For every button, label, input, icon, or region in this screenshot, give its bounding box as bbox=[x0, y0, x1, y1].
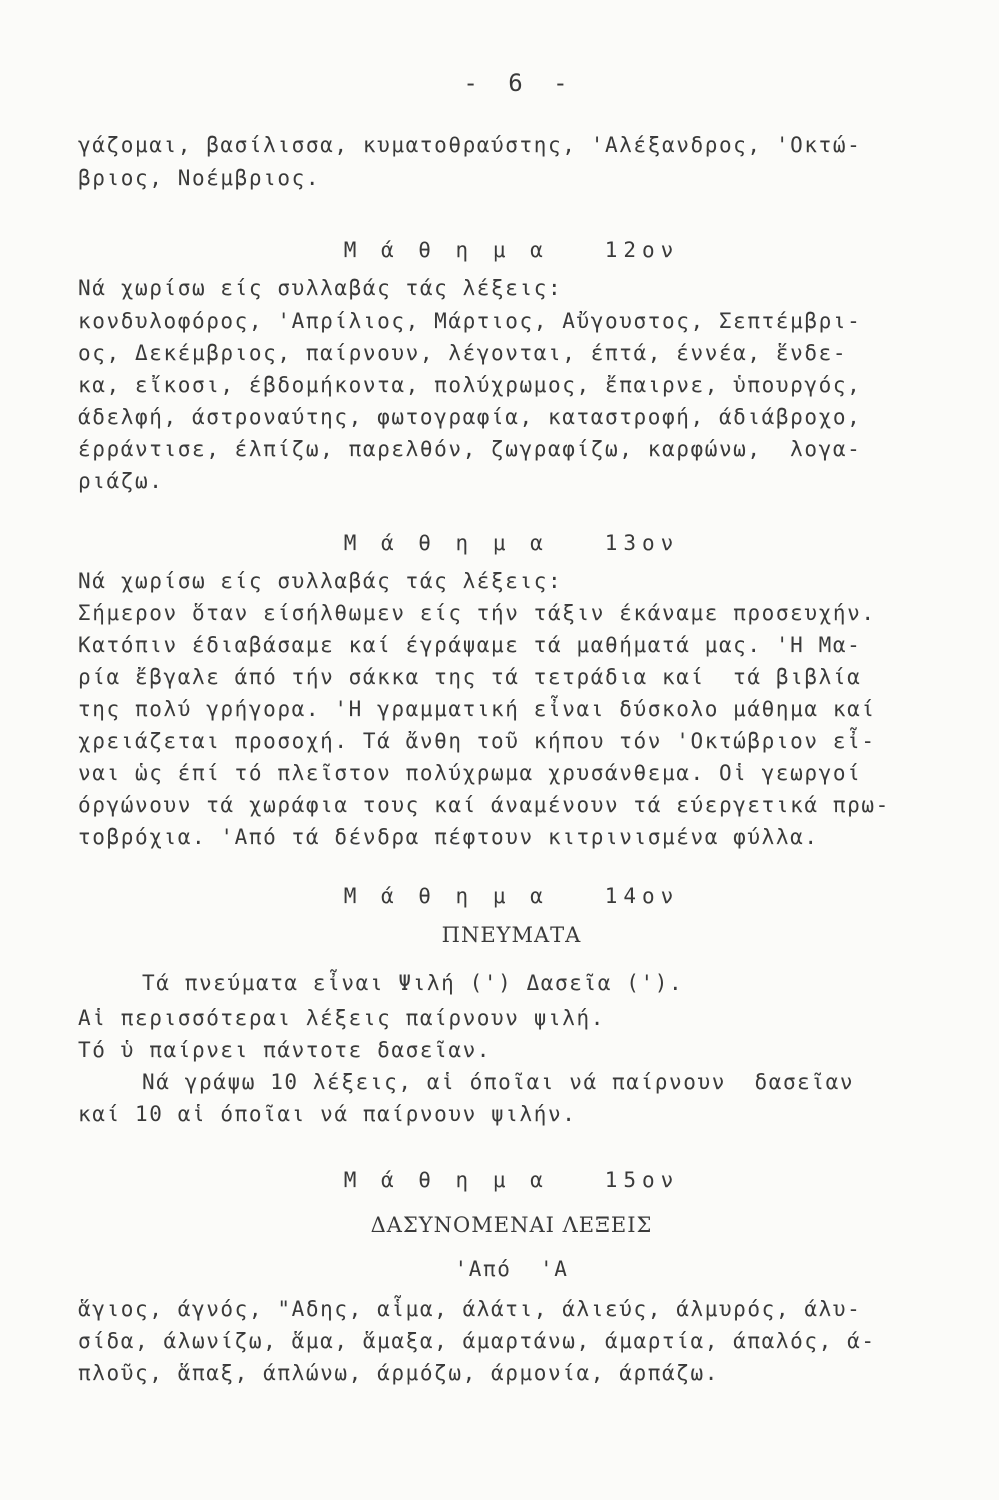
lesson-14-line: καί 10 αἱ όποῖαι νά παίρνουν ψιλήν. bbox=[78, 1102, 577, 1126]
lesson-12-line: ριάζω. bbox=[78, 469, 164, 493]
lesson-13-line: ναι ὡς έπί τό πλεῖστον πολύχρωμα χρυσάνθεμα. Οἱ γεωργοί bbox=[78, 761, 862, 785]
lesson-15-title: Μ ά θ η μ α 15ον bbox=[343, 1168, 680, 1192]
lesson-12-line: κονδυλοφόρος, 'Απρίλιος, Μάρτιος, Αὔγουστος, Σεπτέμβρι- bbox=[78, 309, 862, 333]
lesson-12-line: έρράντισε, έλπίζω, παρελθόν, ζωγραφίζω, καρφώνω, λογα- bbox=[78, 437, 862, 461]
lesson-13-line: τοβρόχια. 'Από τά δένδρα πέφτουν κιτρινισμένα φύλλα. bbox=[78, 825, 819, 849]
lesson-15-heading: ΔΑΣΥΝΟΜΕΝΑΙ ΛΕΞΕΙΣ bbox=[370, 1213, 653, 1237]
lesson-12-line: κα, εἴκοσι, έβδομήκοντα, πολύχρωμος, ἔπαιρνε, ὑπουργός, bbox=[78, 373, 862, 397]
lesson-14-line: Αἱ περισσότεραι λέξεις παίρνουν ψιλή. bbox=[78, 1006, 605, 1030]
lesson-13-line: Σήμερον ὅταν είσήλθωμεν είς τήν τάξιν έκάναμε προσευχήν. bbox=[78, 601, 876, 625]
lesson-12-line: Νά χωρίσω είς συλλαβάς τάς λέξεις: bbox=[78, 276, 563, 300]
lesson-13-line: όργώνουν τά χωράφια τους καί άναμένουν τά εύεργετικά πρω- bbox=[78, 793, 890, 817]
lesson-14-line: Νά γράψω 10 λέξεις, αἱ όποῖαι νά παίρνουν δασεῖαν bbox=[142, 1070, 855, 1094]
lesson-15-line: πλοῦς, ἅπαξ, άπλώνω, άρμόζω, άρμονία, άρπάζω. bbox=[78, 1361, 719, 1385]
lesson-14-heading: ΠΝΕΥΜΑΤΑ bbox=[441, 923, 582, 947]
lesson-13-line: χρειάζεται προσοχή. Τά ἄνθη τοῦ κήπου τόν 'Οκτώβριον εἶ- bbox=[78, 729, 876, 753]
lesson-14-line: Τό ὑ παίρνει πάντοτε δασεῖαν. bbox=[78, 1038, 492, 1062]
lesson-15-subheading: 'Από 'Α bbox=[454, 1257, 569, 1281]
lesson-13-line: ρία ἔβγαλε άπό τήν σάκκα της τά τετράδια καί τά βιβλία bbox=[78, 665, 862, 689]
intro-line: βριος, Νοέμβριος. bbox=[78, 166, 321, 190]
lesson-12-line: ος, Δεκέμβριος, παίρνουν, λέγονται, έπτά, έννέα, ἕνδε- bbox=[78, 341, 848, 365]
lesson-12-line: άδελφή, άστροναύτης, φωτογραφία, καταστροφή, άδιάβροχο, bbox=[78, 405, 862, 429]
lesson-15-line: σίδα, άλωνίζω, ἅμα, ἅμαξα, άμαρτάνω, άμαρτία, άπαλός, ά- bbox=[78, 1329, 876, 1353]
lesson-13-line: της πολύ γρήγορα. 'Η γραμματική εἶναι δύσκολο μάθημα καί bbox=[78, 697, 876, 721]
lesson-13-title: Μ ά θ η μ α 13ον bbox=[343, 531, 680, 555]
lesson-14-title: Μ ά θ η μ α 14ον bbox=[343, 884, 680, 908]
intro-line: γάζομαι, βασίλισσα, κυματοθραύστης, 'Αλέξανδρος, 'Οκτώ- bbox=[78, 133, 862, 157]
lesson-13-line: Νά χωρίσω είς συλλαβάς τάς λέξεις: bbox=[78, 569, 563, 593]
lesson-13-line: Κατόπιν έδιαβάσαμε καί έγράψαμε τά μαθήματά μας. 'Η Μα- bbox=[78, 633, 862, 657]
lesson-15-line: ἅγιος, άγνός, "Αδης, αἷμα, άλάτι, άλιεύς, άλμυρός, άλυ- bbox=[78, 1297, 862, 1321]
lesson-12-title: Μ ά θ η μ α 12ον bbox=[343, 238, 680, 262]
lesson-14-line: Τά πνεύματα εἶναι Ψιλή (') Δασεῖα ('). bbox=[142, 971, 684, 995]
page-number: - 6 - bbox=[463, 69, 576, 97]
